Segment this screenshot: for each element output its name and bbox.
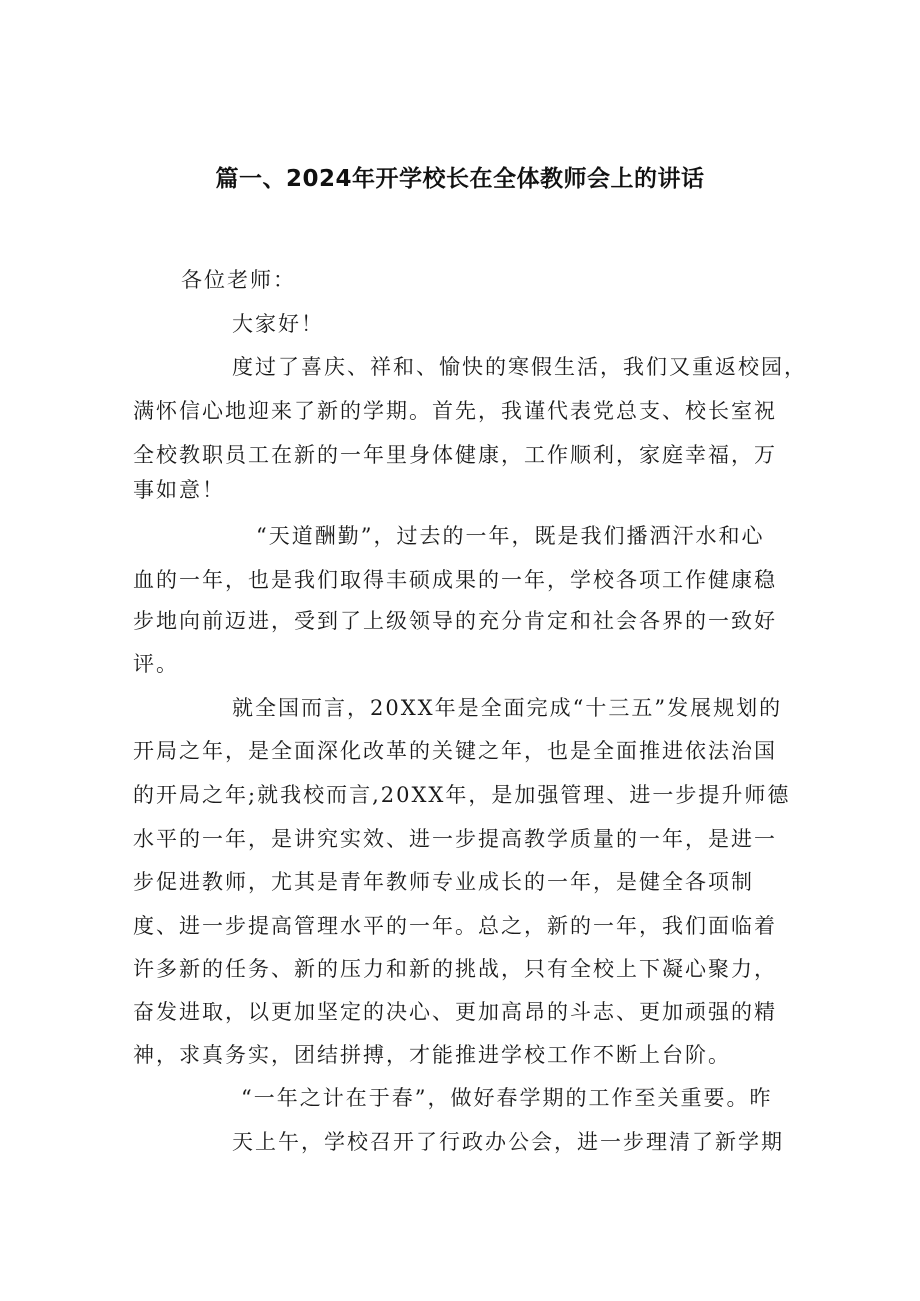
- paragraph-line: 就全国而言，20XX年是全面完成“十三五”发展规划的: [232, 696, 783, 720]
- paragraph-line: 度、进一步提高管理水平的一年。总之，新的一年，我们面临着: [133, 914, 777, 938]
- paragraph-line: 许多新的任务、新的压力和新的挑战，只有全校上下凝心聚力，: [133, 957, 777, 981]
- paragraph-line: 事如意！: [133, 478, 225, 502]
- paragraph-line: 神，求真务实，团结拼搏，才能推进学校工作不断上台阶。: [133, 1043, 731, 1067]
- greeting: 大家好！: [232, 312, 324, 336]
- paragraph-line: 满怀信心地迎来了新的学期。首先，我谨代表党总支、校长室祝: [133, 399, 777, 423]
- paragraph-line: 开局之年，是全面深化改革的关键之年，也是全面推进依法治国: [133, 739, 777, 763]
- paragraph-line: “一年之计在于春”，做好春学期的工作至关重要。昨: [241, 1086, 773, 1110]
- page-title: 篇一、2024年开学校长在全体教师会上的讲话: [215, 166, 705, 192]
- paragraph-line: 奋发进取，以更加坚定的决心、更加高昂的斗志、更加顽强的精: [133, 1000, 777, 1024]
- paragraph-line: 的开局之年;就我校而言,20XX年，是加强管理、进一步提升师德: [133, 783, 791, 807]
- paragraph-line: 血的一年，也是我们取得丰硕成果的一年，学校各项工作健康稳: [133, 568, 777, 592]
- paragraph-line: 步地向前迈进，受到了上级领导的充分肯定和社会各界的一致好: [133, 609, 777, 633]
- paragraph-line: 步促进教师，尤其是青年教师专业成长的一年，是健全各项制: [133, 870, 754, 894]
- paragraph-line: 全校教职员工在新的一年里身体健康，工作顺利，家庭幸福，万: [133, 443, 777, 467]
- paragraph-line: “天道酬勤”，过去的一年，既是我们播洒汗水和心: [256, 524, 765, 548]
- paragraph-line: 评。: [133, 652, 179, 676]
- paragraph-line: 度过了喜庆、祥和、愉快的寒假生活，我们又重返校园，: [232, 355, 807, 379]
- paragraph-line: 水平的一年，是讲究实效、进一步提高教学质量的一年，是进一: [133, 827, 777, 851]
- paragraph-line: 天上午，学校召开了行政办公会，进一步理清了新学期: [232, 1130, 784, 1154]
- salutation: 各位老师：: [181, 268, 296, 292]
